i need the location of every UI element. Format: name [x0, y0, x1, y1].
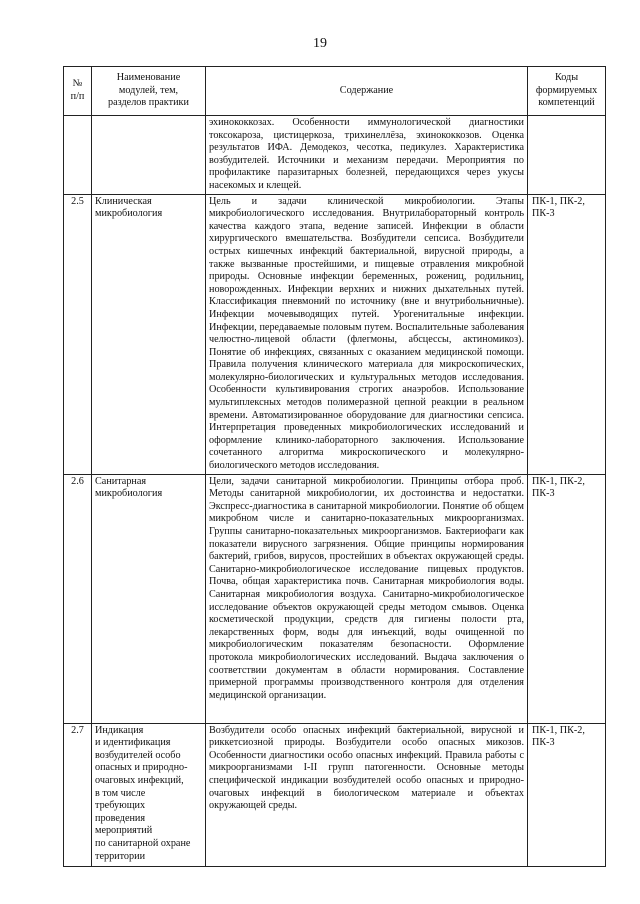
cell-module-name: [92, 116, 206, 195]
cell-content: Цель и задачи клинической микробиологии. Этапы микробиологического исследования. Внутрилабораторный контроль качества каждого этапа, ведение записей. Инфекции в области хирургического вмешательства. Возбудители сепсиса. Возбудители острых кишечных инфекций бактериальной, вирусной природы, а также вызванные простейшими, и пищевые отравления микробной природы. Основные инфекции беременных, рожениц, родильниц, новорожденных. Инфекции верхних и нижних дыхательных путей. Классификация пневмоний по источнику (вне и внутрибольничные). Инфекции мочевыводящих путей. Урогенитальные инфекции. Инфекции, передаваемые половым путем. Воспалительные заболевания челюстно-лицевой области (флегмоны, абсцессы, актиномикоз). Понятие об инфекциях, связанных с оказанием медицинской помощи. Правила получения клинического материала для микроскопических, молекулярно-биологических и культуральных методов исследования. Особенности культивирования строгих анаэробов. Использование мультиплексных методов полимеразной цепной реакции в реальном времени. Автоматизированное оборудование для диагностики сепсиса. Интерпретация проведенных микробиологических исследований и оформление клинико-лабораторного заключения. Использование сочетанного алгоритма микроскопического и молекулярно-биологического методов исследования.: [206, 194, 528, 474]
cell-content: эхинококкозах. Особенности иммунологической диагностики токсокароза, цистицеркоза, трихинеллёза, эхинококкозов. Оценка результатов ИФА. Демодекоз, чесотка, педикулез. Характеристика возбудителей. Источники и механизм передачи. Мероприятия по профилактике паразитарных болезней, передающихся через укусы насекомых и клещей.: [206, 116, 528, 195]
cell-content: Возбудители особо опасных инфекций бактериальной, вирусной и риккетсиозной природы. Возбудители особо опасных микозов. Особенности диагностики особо опасных инфекций. Правила работы с микроорганизмами I-II групп патогенности. Основные методы специфической индикации возбудителей особо опасных и природно-очаговых инфекций в биологическом материале и объектах окружающей среды.: [206, 723, 528, 866]
table-row-continuation: [64, 116, 606, 195]
header-number: № п/п: [64, 67, 92, 116]
cell-codes: ПК-1, ПК-2, ПК-3: [528, 723, 606, 866]
cell-module-name: Клиническая микробиология: [92, 194, 206, 474]
table-row: [64, 474, 606, 723]
cell-number: 2.7: [64, 723, 92, 866]
competency-table: [63, 66, 606, 867]
cell-module-name: Индикация и идентификация возбудителей особо опасных и природно- очаговых инфекций, в том числе требующих проведения мероприятий по санитарной охране территории: [92, 723, 206, 866]
cell-number: 2.5: [64, 194, 92, 474]
header-module-name: Наименование модулей, тем, разделов практики: [92, 67, 206, 116]
cell-codes: ПК-1, ПК-2, ПК-3: [528, 474, 606, 723]
cell-codes: ПК-1, ПК-2, ПК-3: [528, 194, 606, 474]
table-row: [64, 194, 606, 474]
cell-number: 2.6: [64, 474, 92, 723]
cell-content: Цели, задачи санитарной микробиологии. Принципы отбора проб. Методы санитарной микробиологии, их достоинства и недостатки. Экспресс-диагностика в санитарной микробиологии. Понятие об общем микробном числе и санитарно-показательных микроорганизмах. Группы санитарно-показательных микроорганизмов. Бактериофаги как показатели вирусного загрязнения. Общие принципы нормирования бактерий, грибов, вирусов, простейших в объектах окружающей среды. Санитарно-микробиологическое исследование пищевых продуктов. Почва, общая характеристика почв. Санитарная микробиология воды. Санитарная микробиология воздуха. Санитарно-микробиологическое исследование объектов окружающей среды методом смывов. Оценка косметической продукции, средств для гигиены полости рта, лекарственных форм, воды для инъекций, воды очищенной по микробиологическим показателям безопасности. Оформление протокола микробиологических исследований. Выдача заключения о соответствии документам в области нормирования. Составление примерной программы производственного контроля для отделения медицинской организации.: [206, 474, 528, 723]
header-content: Содержание: [206, 67, 528, 116]
table-row: [64, 723, 606, 866]
cell-number: [64, 116, 92, 195]
header-competency-codes: Коды формируемых компетенций: [528, 67, 606, 116]
page-number: 19: [313, 36, 327, 51]
cell-codes: [528, 116, 606, 195]
cell-module-name: Санитарная микробиология: [92, 474, 206, 723]
table-header-row: [64, 67, 606, 116]
